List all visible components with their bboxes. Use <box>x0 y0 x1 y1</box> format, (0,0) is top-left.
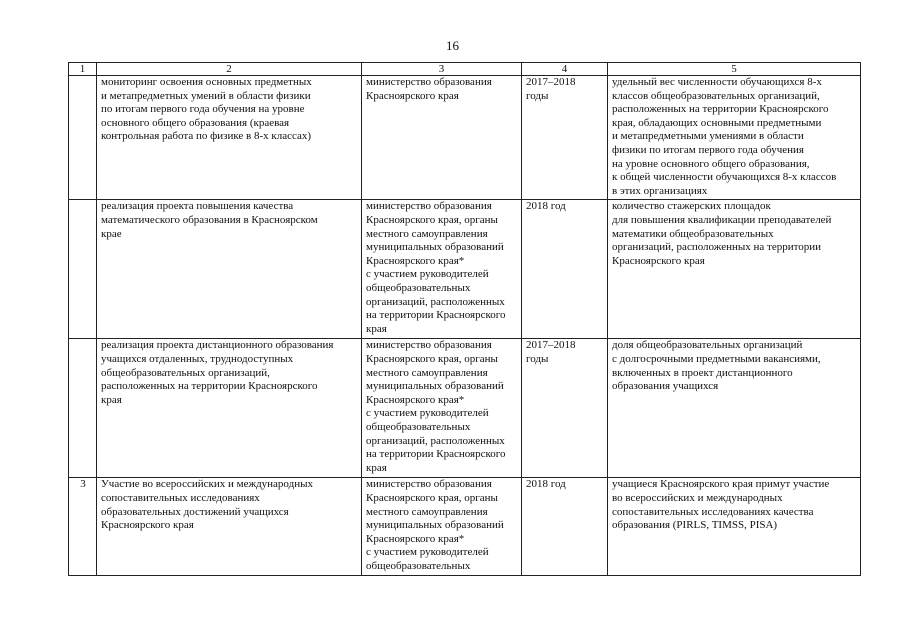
period-cell: 2018 год <box>522 200 608 339</box>
indicator-cell: удельный вес численности обучающихся 8-х классов общеобразовательных организаций, расположенных на территории Красноярского края, обладающих основными предметными и метапредметными умениями в области физики по итогам первого года обучения на уровне основного общего образования, к общей численности обучающихся 8-х классов в этих организациях <box>608 76 861 200</box>
activity-cell: реализация проекта дистанционного образования учащихся отдаленных, труднодоступных общеобразовательных организаций, расположенных на территории Красноярского края <box>97 339 362 478</box>
period-cell: 2018 год <box>522 478 608 576</box>
indicator-cell: учащиеся Красноярского края примут участие во всероссийских и международных сопоставительных исследованиях качества образования (PIRLS, TIMSS, PISA) <box>608 478 861 576</box>
table-row <box>69 76 861 200</box>
period-cell: 2017–2018 годы <box>522 76 608 200</box>
executor-cell: министерство образования Красноярского края, органы местного самоуправления муниципальных образований Красноярского края* с участием руководителей общеобразовательных организаций, расположенных на территории Красноярского края <box>362 339 522 478</box>
page-number: 16 <box>446 38 459 53</box>
executor-cell: министерство образования Красноярского края, органы местного самоуправления муниципальных образований Красноярского края* с участием руководителей общеобразовательных <box>362 478 522 576</box>
table-row <box>69 200 861 339</box>
row-number: 3 <box>69 478 97 576</box>
row-number <box>69 200 97 339</box>
row-number <box>69 76 97 200</box>
column-header-3: 3 <box>362 63 522 76</box>
table-row <box>69 339 861 478</box>
column-header-1: 1 <box>69 63 97 76</box>
executor-cell: министерство образования Красноярского края <box>362 76 522 200</box>
column-header-4: 4 <box>522 63 608 76</box>
plan-table <box>68 62 861 576</box>
indicator-cell: количество стажерских площадок для повышения квалификации преподавателей математики общеобразовательных организаций, расположенных на территории Красноярского края <box>608 200 861 339</box>
executor-cell: министерство образования Красноярского края, органы местного самоуправления муниципальных образований Красноярского края* с участием руководителей общеобразовательных организаций, расположенных на территории Красноярского края <box>362 200 522 339</box>
activity-cell: реализация проекта повышения качества математического образования в Красноярском крае <box>97 200 362 339</box>
column-header-2: 2 <box>97 63 362 76</box>
column-header-5: 5 <box>608 63 861 76</box>
column-number-row <box>69 63 861 76</box>
activity-cell: Участие во всероссийских и международных сопоставительных исследованиях образовательных достижений учащихся Красноярского края <box>97 478 362 576</box>
row-number <box>69 339 97 478</box>
indicator-cell: доля общеобразовательных организаций с долгосрочными предметными вакансиями, включенных в проект дистанционного образования учащихся <box>608 339 861 478</box>
activity-cell: мониторинг освоения основных предметных и метапредметных умений в области физики по итогам первого года обучения на уровне основного общего образования (краевая контрольная работа по физике в 8-х классах) <box>97 76 362 200</box>
period-cell: 2017–2018 годы <box>522 339 608 478</box>
table-row <box>69 478 861 576</box>
